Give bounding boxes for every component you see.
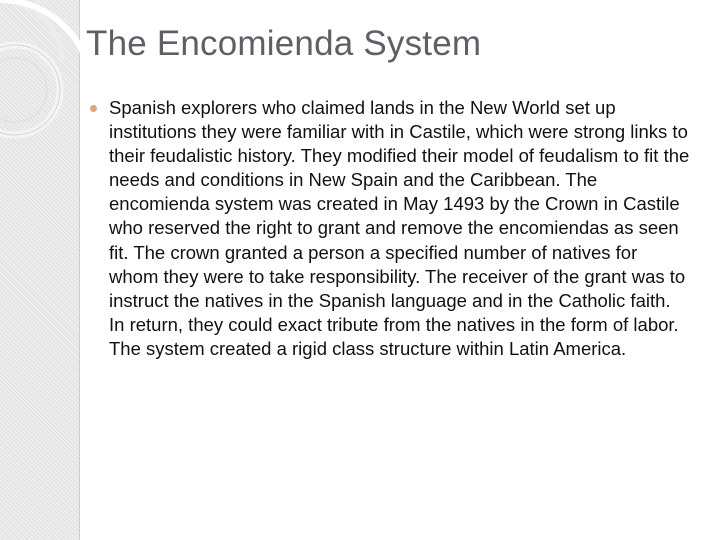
bullet-list [88,96,690,361]
bullet-dot-icon [90,105,97,112]
slide-title: The Encomienda System [86,24,482,63]
bullet-text: Spanish explorers who claimed lands in the New World set up institutions they were familiar with in Castile, which were strong links to their feudalistic history. They modified their model of feudalism to fit the needs and conditions in New Spain and the Caribbean. The encomienda system was created in May 1493 by the Crown in Castile who reserved the right to grant and remove the encomiendas as seen fit. The crown granted a person a specified number of natives for whom they were to take responsibility. The receiver of the grant was to instruct the natives in the Spanish language and in the Catholic faith. In return, they could exact tribute from the natives in the form of labor. The system created a rigid class structure within Latin America. [109,97,690,359]
bullet-item [88,96,690,361]
